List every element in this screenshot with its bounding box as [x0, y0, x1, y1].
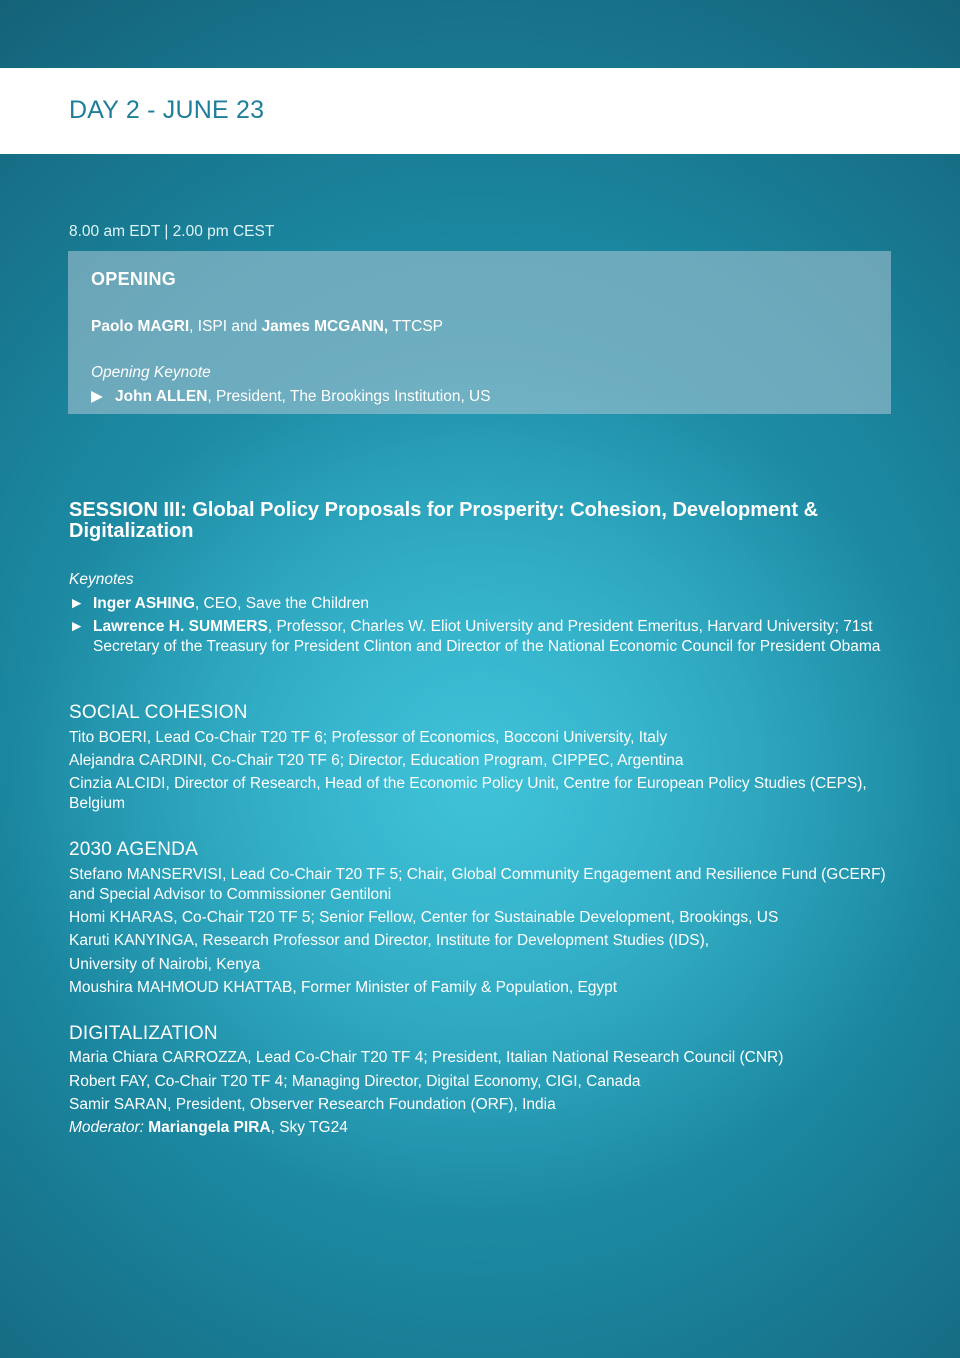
- session-title: SESSION III: Global Policy Proposals for Prosperity: Cohesion, Development & Digitalization: [69, 499, 819, 542]
- list-item: Moushira MAHMOUD KHATTAB, Former Minister of Family & Population, Egypt: [69, 979, 618, 996]
- speaker-affiliation: , Professor, Charles W. Eliot University and President Emeritus, Harvard University; 71st Secretary of the Treasury for President Clinton and Director of the National Economic Council for President Obama: [93, 618, 881, 655]
- keynote-item: [69, 594, 888, 614]
- section-heading-social-cohesion: SOCIAL COHESION: [69, 702, 248, 723]
- play-arrow-icon: ▶: [91, 388, 103, 405]
- arrow-icon: ►: [69, 618, 85, 635]
- speaker-affiliation: , ISPI and: [189, 318, 262, 335]
- speaker-name: John ALLEN: [115, 388, 208, 405]
- list-item: University of Nairobi, Kenya: [69, 956, 261, 973]
- moderator-name: Mariangela PIRA: [148, 1119, 271, 1136]
- speaker-affiliation: , CEO, Save the Children: [194, 595, 369, 612]
- speaker-name: James MCGANN,: [261, 318, 389, 335]
- opening-keynote-label: Opening Keynote: [91, 364, 211, 381]
- speaker-affiliation: TTCSP: [388, 318, 444, 335]
- list-item: Maria Chiara CARROZZA, Lead Co-Chair T20 TF 4; President, Italian National Research Council (CNR): [69, 1049, 784, 1066]
- section-heading-2030-agenda: 2030 AGENDA: [69, 839, 198, 860]
- list-item: Karuti KANYINGA, Research Professor and Director, Institute for Development Studies (IDS),: [69, 932, 710, 949]
- speaker-name: Inger ASHING: [93, 595, 195, 612]
- moderator-label: Moderator:: [69, 1119, 144, 1136]
- keynotes-label: Keynotes: [69, 571, 134, 588]
- page-header: [0, 68, 960, 154]
- section-heading-digitalization: DIGITALIZATION: [69, 1023, 218, 1044]
- speaker-affiliation: , President, The Brookings Institution, US: [207, 388, 491, 405]
- opening-keynote-speaker: [91, 387, 491, 406]
- opening-title: OPENING: [91, 269, 177, 289]
- arrow-icon: ►: [69, 595, 85, 612]
- list-item: Alejandra CARDINI, Co-Chair T20 TF 6; Director, Education Program, CIPPEC, Argentina: [69, 752, 684, 769]
- list-item: Homi KHARAS, Co-Chair T20 TF 5; Senior Fellow, Center for Sustainable Development, Brookings, US: [69, 909, 779, 926]
- page-title: DAY 2 - JUNE 23: [69, 96, 265, 124]
- moderator-line: [69, 1118, 899, 1138]
- opening-speakers: [91, 318, 443, 336]
- speaker-name: Lawrence H. SUMMERS: [93, 618, 268, 635]
- list-item: Cinzia ALCIDI, Director of Research, Head of the Economic Policy Unit, Centre for European Policy Studies (CEPS), Belgium: [69, 775, 867, 812]
- speaker-name: Paolo MAGRI: [91, 318, 190, 335]
- moderator-affiliation: , Sky TG24: [270, 1119, 348, 1136]
- opening-panel: [68, 251, 891, 414]
- list-item: Stefano MANSERVISI, Lead Co-Chair T20 TF 5; Chair, Global Community Engagement and Resilience Fund (GCERF) and Special Advisor to Commissioner Gentiloni: [69, 866, 886, 903]
- session-time: 8.00 am EDT | 2.00 pm CEST: [69, 223, 275, 240]
- list-item: Samir SARAN, President, Observer Research Foundation (ORF), India: [69, 1096, 556, 1113]
- list-item: Robert FAY, Co-Chair T20 TF 4; Managing Director, Digital Economy, CIGI, Canada: [69, 1073, 641, 1090]
- list-item: Tito BOERI, Lead Co-Chair T20 TF 6; Professor of Economics, Bocconi University, Italy: [69, 729, 668, 746]
- keynote-item: [69, 617, 888, 657]
- top-band: [0, 0, 960, 68]
